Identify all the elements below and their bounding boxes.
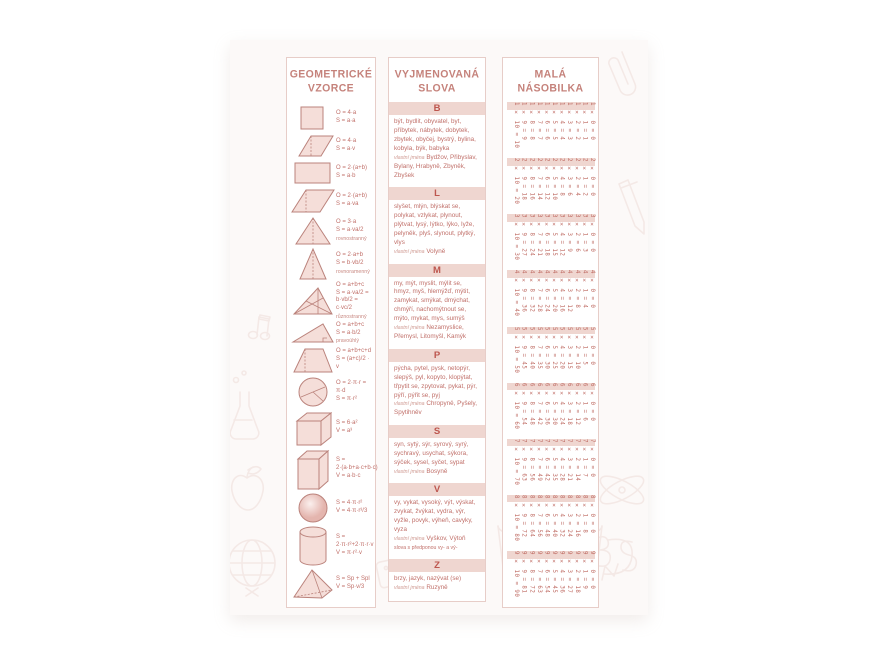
globe-icon (230, 540, 275, 596)
mult-equation: 6 × 0 = 0 (589, 382, 595, 422)
mult-equation: 6 × 10 = 60 (513, 382, 520, 430)
section-letter: B (433, 103, 441, 114)
atom-icon (597, 471, 648, 509)
formula-line: V = π·r²·v (336, 549, 362, 556)
mult-block (507, 439, 595, 489)
mult-equation: 8 × 2 = 16 (573, 494, 580, 538)
mult-equation: 1 × 0 = 0 (589, 102, 595, 141)
mult-equation: 8 × 3 = 24 (566, 494, 573, 538)
mult-equation: 6 × 7 = 42 (535, 382, 542, 426)
mult-equation: 9 × 4 = 36 (558, 551, 565, 594)
mult-equation: 8 × 9 = 72 (520, 494, 527, 538)
music-note-icon (249, 315, 271, 340)
mult-equation: 3 × 4 = 12 (558, 214, 565, 257)
card-title (389, 58, 485, 95)
mult-equation: 7 × 1 = 7 (581, 438, 588, 478)
geo-item-cuboid (290, 447, 378, 491)
circle-shape-icon (290, 375, 336, 409)
mult-equation: 1 × 6 = 6 (543, 102, 550, 141)
word-list: slyšet, mlýn, blýskat se, polykat, vzlykat, plynout, plýtvat, lysý, lýtko, lýko, lyže, pelyněk, plyš, slynout, plytký, vlys (394, 203, 476, 246)
mult-equation: 7 × 5 = 35 (551, 438, 558, 482)
mult-equations (507, 495, 595, 545)
word-list: být, bydlit, obyvatel, byt, příbytek, nábytek, dobytek, zbytek, obyčej, bystrý, bylina, kobyla, býk, babyka (394, 118, 476, 152)
mult-equation: 9 × 5 = 45 (551, 551, 558, 594)
mult-equation: 5 × 8 = 40 (528, 326, 535, 369)
cylinder-shape-icon (290, 525, 336, 567)
mult-block (507, 102, 595, 152)
section-letter-band (389, 349, 485, 362)
isosceles-triangle-shape-icon (290, 247, 336, 281)
mult-equation: 8 × 4 = 32 (558, 494, 565, 538)
geo-formulas (336, 193, 367, 209)
proper-names-label: vlastní jména (394, 536, 425, 543)
card-geometric-formulas (286, 57, 376, 608)
proper-names: Vyškov, Výtoň (426, 535, 466, 543)
mult-equation: 4 × 5 = 20 (551, 270, 558, 313)
formula-line: V = a³ (336, 428, 353, 435)
card-title-line2: SLOVA (418, 81, 456, 95)
mult-equation: 6 × 2 = 12 (573, 382, 580, 426)
mult-equations (507, 383, 595, 433)
mult-equation: 1 × 8 = 8 (528, 102, 535, 141)
formula-line: S = 2·π·r²+2·π·r·v (336, 534, 374, 549)
mult-equation: 9 × 9 = 81 (520, 551, 527, 594)
formula-line: S = π·r² (336, 396, 357, 402)
mult-block (507, 158, 595, 208)
formula-line: O = 4·a (336, 110, 357, 117)
mult-equation: 5 × 10 = 50 (513, 326, 520, 373)
formula-line: S = a·b (336, 172, 356, 179)
card-title-line2: VZORCE (307, 81, 355, 95)
section-letter-band (389, 264, 485, 277)
cuboid-shape-icon (290, 447, 336, 491)
mult-equation: 1 × 2 = 2 (573, 102, 580, 141)
section-words (389, 115, 485, 185)
geo-item-rhombus (290, 133, 373, 159)
geo-formulas (336, 500, 367, 516)
mult-equation: 2 × 4 = 8 (558, 158, 565, 197)
mult-equation: 2 × 7 = 14 (535, 158, 542, 201)
mult-equation: 1 × 5 = 5 (551, 102, 558, 141)
mult-equation: 5 × 3 = 15 (566, 326, 573, 369)
mult-equation: 4 × 0 = 0 (589, 270, 595, 309)
mult-equation: 7 × 8 = 56 (528, 438, 535, 482)
mult-equation: 1 × 9 = 9 (520, 102, 527, 141)
proper-names: Chropyně, Pyšely, Spytihněv (394, 400, 477, 417)
mult-equation: 1 × 1 = 1 (581, 102, 588, 141)
section-words (389, 438, 485, 481)
formula-line: O = 2·π·r = π·d (336, 380, 367, 395)
mult-equation: 2 × 1 = 2 (581, 158, 588, 197)
geo-item-right-triangle (290, 322, 373, 345)
formula-line: S = a·v (336, 145, 356, 152)
geo-item-scalene-triangle (290, 282, 373, 321)
pyramid-shape-icon (290, 568, 336, 600)
word-section-m (389, 264, 485, 347)
mult-equation: 7 × 7 = 49 (535, 438, 542, 482)
card-vyjmenovana-slova (388, 57, 486, 602)
mult-equation: 6 × 3 = 18 (566, 382, 573, 426)
trapezoid-shape-icon (290, 346, 336, 374)
mult-equations (507, 327, 595, 377)
mult-equation: 2 × 5 = 10 (551, 158, 558, 201)
proper-names-label: vlastní jména (394, 325, 425, 332)
mult-equation: 4 × 3 = 12 (566, 270, 573, 313)
mult-equations (507, 439, 595, 489)
word-list: syn, sytý, sýr, syrový, syrý, sychravý, usychat, sýkora, sýček, sysel, syčet, sypat (394, 441, 469, 466)
word-section-p (389, 349, 485, 423)
mult-equation: 3 × 2 = 6 (573, 214, 580, 253)
geo-item-equilateral-triangle (290, 216, 373, 246)
mult-block (507, 270, 595, 320)
flask-icon (230, 371, 259, 439)
triangle-type-label: rovnoramenný (336, 268, 370, 275)
mult-equation: 3 × 5 = 15 (551, 214, 558, 257)
word-list: my, mýt, myslit, mýlit se, hmyz, myš, hlemýžď, mýtit, zamykat, smýkat, dmýchat, chmýří, nachomýtnout se, mýto, mykat, mys, sumýš (394, 279, 470, 323)
mult-equations (507, 158, 595, 208)
geo-formulas (336, 110, 356, 126)
section-letter: L (434, 188, 440, 200)
mult-equation: 2 × 8 = 16 (528, 158, 535, 201)
section-letter-band (389, 102, 485, 115)
formula-line: O = a+b+c+d (336, 348, 372, 355)
mult-equation: 6 × 8 = 48 (528, 382, 535, 426)
mult-equation: 4 × 9 = 36 (520, 270, 527, 313)
mult-equation: 3 × 0 = 0 (589, 214, 595, 253)
formula-line: O = 2·a+b (336, 252, 364, 259)
mult-equation: 2 × 3 = 6 (566, 158, 573, 197)
paperclip-icon (609, 52, 636, 95)
mult-block (507, 383, 595, 433)
formula-line: S = a·va/2 = b·vb/2 = c·vc/2 (336, 289, 369, 312)
proper-names: Nezamyslice, Přemysl, Litomyšl, Kamýk (394, 324, 467, 341)
triangle-type-label: různostranný (336, 313, 367, 320)
formula-line: S = 4·π·r² (336, 500, 363, 507)
mult-equation: 8 × 10 = 80 (513, 494, 520, 542)
rhombus-shape-icon (290, 133, 336, 159)
section-letter-band (389, 425, 485, 438)
equilateral-triangle-shape-icon (290, 216, 336, 246)
mult-equation: 6 × 9 = 54 (520, 382, 527, 426)
formula-line: S = a·va (336, 200, 359, 207)
mult-equation: 4 × 6 = 24 (543, 270, 550, 313)
mult-equation: 5 × 9 = 45 (520, 326, 527, 369)
mult-equation: 9 × 7 = 63 (535, 551, 542, 594)
mult-equation: 9 × 0 = 0 (589, 551, 595, 590)
mult-equation: 4 × 4 = 16 (558, 270, 565, 313)
mult-equation: 3 × 9 = 27 (520, 214, 527, 257)
mult-equation: 9 × 6 = 54 (543, 551, 550, 594)
geo-formulas (336, 282, 373, 321)
formula-line: S = a·va/2 (336, 226, 364, 233)
word-list: pýcha, pytel, pysk, netopýr, slepýš, pyl, kopyto, klopýtat, třpytit se, zpytovat, pykat, pýr, pýří, pýřit se, pyj (394, 364, 477, 399)
mult-equation: 1 × 7 = 7 (535, 102, 542, 141)
proper-names-label: vlastní jména (394, 154, 425, 161)
formula-line: S = 6·a² (336, 420, 358, 427)
section-letter: Z (434, 560, 440, 572)
mult-equation: 9 × 10 = 90 (513, 551, 520, 598)
mult-equation: 2 × 2 = 4 (573, 158, 580, 197)
proper-names: Bydžov, Přibyslav, Bylany, Hrabyně, Zbyněk, Zbyšek (394, 153, 477, 179)
square-shape-icon (290, 104, 336, 132)
section-words (389, 277, 485, 347)
formula-line: S = Sp + Spl (336, 576, 370, 583)
geo-item-sphere (290, 492, 373, 524)
formula-line: O = 2·(a+b) (336, 193, 368, 200)
mult-block (507, 214, 595, 264)
geo-item-cube (290, 410, 373, 446)
section-words (389, 200, 485, 261)
mult-equation: 3 × 7 = 21 (535, 214, 542, 257)
section-words (389, 572, 485, 597)
proper-names-label: vlastní jména (394, 401, 425, 408)
mult-equation: 2 × 9 = 18 (520, 158, 527, 201)
formula-line: V = a·b·c (336, 472, 361, 479)
geo-formulas (336, 219, 367, 242)
mult-equation: 3 × 10 = 30 (513, 214, 520, 261)
section-words (389, 362, 485, 423)
geo-item-pyramid (290, 568, 373, 600)
mult-equation: 3 × 8 = 24 (528, 214, 535, 257)
mult-equation: 7 × 9 = 63 (520, 438, 527, 482)
mult-block (507, 495, 595, 545)
mult-equation: 7 × 2 = 14 (573, 438, 580, 482)
word-section-s (389, 425, 485, 481)
geo-item-parallelogram (290, 187, 373, 215)
mult-equations (507, 102, 595, 152)
card-title-line1: MALÁ (534, 67, 567, 81)
mult-equation: 9 × 2 = 18 (573, 551, 580, 594)
mult-equation: 9 × 1 = 9 (581, 551, 588, 590)
geo-formulas (336, 420, 358, 436)
card-title-line1: VYJMENOVANÁ (394, 67, 480, 81)
formula-line: S = (a+c)/2 · v (336, 356, 370, 371)
card-title-line2: NÁSOBILKA (517, 81, 584, 95)
section-letter-band (389, 559, 485, 572)
formula-line: V = 4·π·r³/3 (336, 507, 368, 514)
mult-equation: 7 × 4 = 28 (558, 438, 565, 482)
geo-formulas (336, 348, 373, 371)
mult-equation: 3 × 6 = 18 (543, 214, 550, 257)
poster-sheet (230, 40, 648, 615)
mult-equation: 9 × 8 = 72 (528, 551, 535, 594)
parallelogram-shape-icon (290, 187, 336, 215)
mult-equation: 5 × 5 = 25 (551, 326, 558, 369)
geo-formula-list (290, 104, 378, 600)
geo-formulas (336, 165, 367, 181)
section-letter: P (433, 349, 441, 361)
card-title-line1: GEOMETRICKÉ (289, 67, 373, 81)
mult-equation: 5 × 6 = 30 (543, 326, 550, 369)
geo-formulas (336, 252, 370, 275)
proper-names: Bosyně (426, 467, 448, 475)
formula-line: O = 3·a (336, 219, 357, 226)
mult-equation: 8 × 5 = 40 (551, 494, 558, 538)
mult-equation: 2 × 6 = 12 (543, 158, 550, 201)
formula-line: S = 2·(a·b+a·c+b·c) (336, 457, 378, 472)
mult-equation: 4 × 8 = 32 (528, 270, 535, 313)
formula-line: S = b·vb/2 (336, 259, 364, 266)
mult-block (507, 327, 595, 377)
section-words (389, 496, 485, 556)
mult-table (507, 102, 595, 601)
apple-icon (232, 467, 264, 510)
mult-equation: 5 × 4 = 20 (558, 326, 565, 369)
mult-equation: 3 × 3 = 9 (566, 214, 573, 253)
card-title (503, 58, 598, 95)
scalene-triangle-shape-icon (290, 286, 336, 316)
formula-line: S = a·b/2 (336, 329, 361, 336)
mult-equation: 7 × 0 = 0 (589, 438, 595, 478)
pencil-icon (619, 180, 644, 234)
mult-block (507, 551, 595, 601)
triangle-type-label: pravoúhlý (336, 338, 359, 345)
card-mala-nasobilka (502, 57, 599, 608)
prefix-note: slova s předponou vy- a vý- (394, 545, 458, 552)
mult-equation: 6 × 6 = 36 (543, 382, 550, 426)
doodle-letters-icon (594, 537, 636, 580)
formula-line: O = 4·a (336, 138, 357, 145)
section-letter-band (389, 187, 485, 200)
triangle-type-label: rovnostranný (336, 235, 367, 242)
mult-equation: 1 × 4 = 4 (558, 102, 565, 141)
section-letter: V (433, 484, 441, 496)
mult-equation: 1 × 3 = 3 (566, 102, 573, 141)
word-section-b (389, 102, 485, 185)
card-title (287, 58, 375, 95)
word-section-z (389, 559, 485, 597)
word-sections (389, 102, 485, 597)
mult-equation: 8 × 7 = 56 (535, 494, 542, 538)
geo-formulas (336, 457, 378, 480)
geo-formulas (336, 138, 356, 154)
mult-equations (507, 551, 595, 601)
section-letter: S (433, 426, 441, 437)
mult-equation: 5 × 0 = 0 (589, 326, 595, 365)
mult-equation: 6 × 5 = 30 (551, 382, 558, 426)
mult-equations (507, 270, 595, 320)
mult-equation: 6 × 4 = 24 (558, 382, 565, 426)
mult-equation: 4 × 1 = 4 (581, 270, 588, 309)
mult-equation: 4 × 2 = 8 (573, 270, 580, 309)
geo-item-trapezoid (290, 346, 373, 374)
section-letter: M (433, 264, 441, 276)
geo-item-rectangle (290, 160, 373, 186)
rectangle-shape-icon (290, 160, 336, 186)
mult-equation: 1 × 10 = 10 (513, 102, 520, 149)
formula-line: O = 2·(a+b) (336, 165, 368, 172)
mult-equation: 5 × 2 = 10 (573, 326, 580, 369)
right-triangle-shape-icon (290, 322, 336, 344)
formula-line: V = Sp·v/3 (336, 583, 365, 590)
geo-formulas (336, 534, 373, 557)
mult-equation: 8 × 1 = 8 (581, 494, 588, 534)
mult-equation: 2 × 0 = 0 (589, 158, 595, 197)
mult-equation: 3 × 1 = 3 (581, 214, 588, 253)
word-section-v (389, 483, 485, 556)
mult-equation: 7 × 10 = 70 (513, 438, 520, 486)
word-section-l (389, 187, 485, 261)
mult-equation: 8 × 0 = 0 (589, 494, 595, 534)
proper-names: Volyně (426, 247, 446, 255)
mult-equation: 4 × 7 = 28 (535, 270, 542, 313)
cube-shape-icon (290, 410, 336, 446)
mult-equations (507, 214, 595, 264)
mult-equation: 5 × 7 = 35 (535, 326, 542, 369)
geo-item-isosceles-triangle (290, 247, 373, 281)
section-letter-band (389, 483, 485, 496)
mult-equation: 8 × 8 = 64 (528, 494, 535, 538)
mult-equation: 7 × 3 = 21 (566, 438, 573, 482)
mult-equation: 7 × 6 = 42 (543, 438, 550, 482)
formula-line: S = a·a (336, 118, 356, 124)
mult-equation: 2 × 10 = 20 (513, 158, 520, 205)
geo-item-cylinder (290, 525, 373, 567)
geo-formulas (336, 380, 373, 403)
mult-equation: 4 × 10 = 40 (513, 270, 520, 317)
proper-names: Ruzyně (426, 584, 448, 592)
formula-line: O = a+b+c (336, 281, 365, 288)
formula-line: O = a+b+c (336, 321, 365, 328)
geo-formulas (336, 322, 364, 345)
geo-item-square (290, 104, 373, 132)
mult-equation: 6 × 1 = 6 (581, 382, 588, 422)
proper-names-label: vlastní jména (394, 248, 425, 255)
sphere-shape-icon (290, 492, 336, 524)
geo-item-circle (290, 375, 373, 409)
mult-equation: 8 × 6 = 48 (543, 494, 550, 538)
mult-equation: 9 × 3 = 27 (566, 551, 573, 594)
mult-equation: 5 × 1 = 5 (581, 326, 588, 365)
word-list: brzy, jazyk, nazývat (se) (394, 575, 462, 583)
word-list: vy, vykat, vysoký, výt, výskat, zvykat, žvýkat, vydra, výr, vyžle, povyk, výheň, cavyky, vyza (394, 499, 476, 534)
proper-names-label: vlastní jména (394, 585, 425, 592)
geo-formulas (336, 576, 370, 592)
proper-names-label: vlastní jména (394, 468, 425, 475)
